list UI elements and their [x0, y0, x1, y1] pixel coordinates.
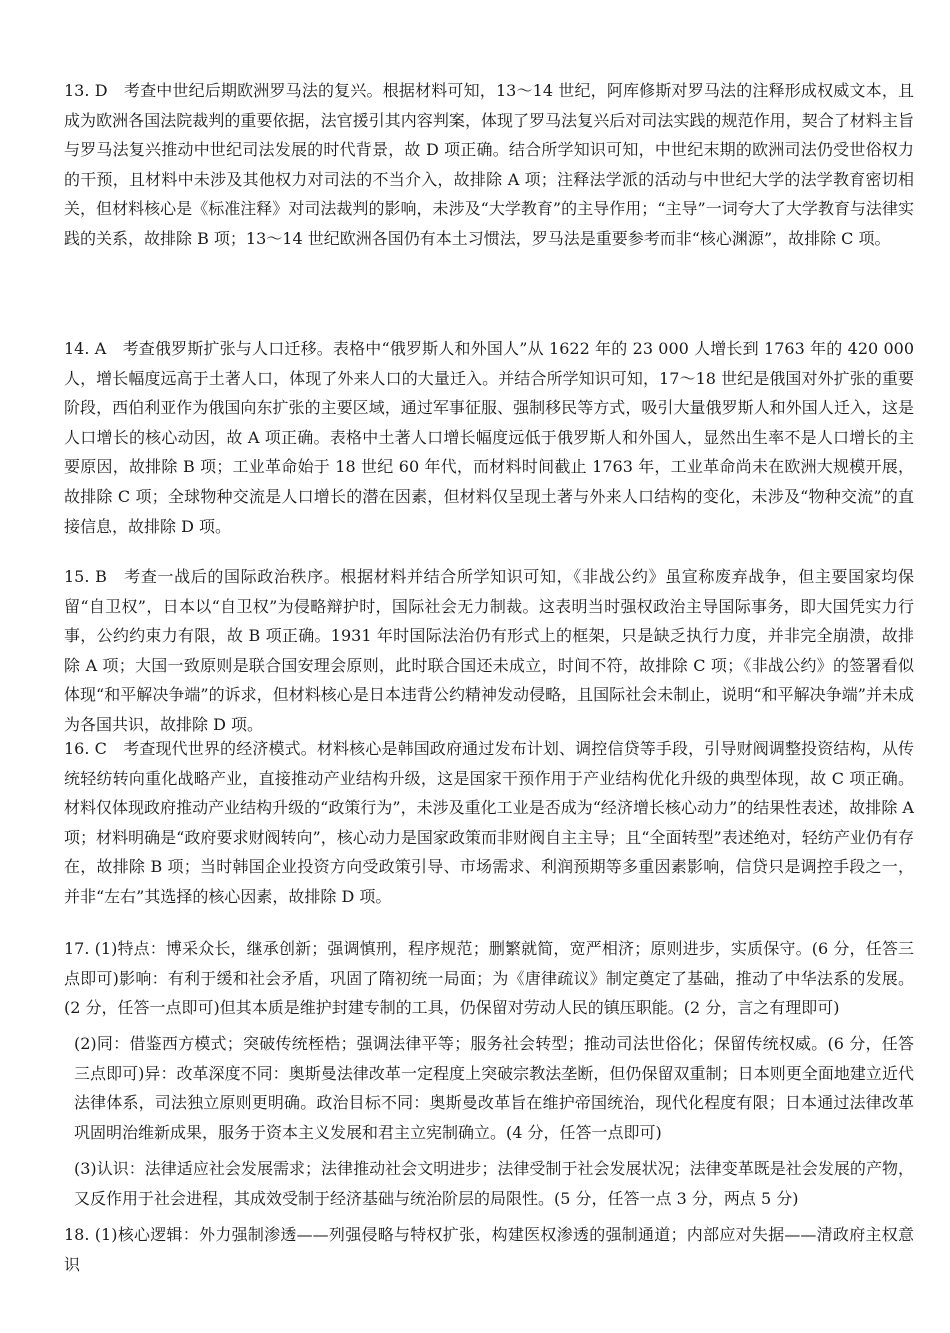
answer-13-text: 13. D 考查中世纪后期欧洲罗马法的复兴。根据材料可知，13～14 世纪，阿库修斯对罗马法的注释形成权威文本，且成为欧洲各国法院裁判的重要依据，法官援引其内容判案，体现了罗马法复兴后对司法实践的规范作用，契合了材料主旨与罗马法复兴推动中世纪司法发展的时代背景，故 D 项正确。结合所学知识可知，中世纪末期的欧洲司法仍受世俗权力的干预，且材料中未涉及其他权力对司法的不当介入，故排除 A 项；注释法学派的活动与中世纪大学的法学教育密切相关，但材料核心是《标准注释》对司法裁判的影响，未涉及“大学教育”的主导作用；“主导”一词夸大了大学教育与法律实践的关系，故排除 B 项；13～14 世纪欧洲各国仍有本土习惯法，罗马法是重要参考而非“核心渊源”，故排除 C 项。	[64, 81, 914, 248]
answer-18-part-1	[64, 1220, 914, 1274]
answer-16-text: 16. C 考查现代世界的经济模式。材料核心是韩国政府通过发布计划、调控信贷等手段，引导财阀调整投资结构，从传统轻纺转向重化战略产业，直接推动产业结构升级，这是国家干预作用于产业结构优化升级的典型体现，故 C 项正确。材料仅体现政府推动产业结构升级的“政策行为”，未涉及重化工业是否成为“经济增长核心动力”的结果性表述，故排除 A 项；材料明确是“政府要求财阀转向”，核心动力是国家政策而非财阀自主主导；且“全面转型”表述绝对，轻纺产业仍有存在，故排除 B 项；当时韩国企业投资方向受政策引导、市场需求、利润预期等多重因素影响，信贷只是调控手段之一，并非“左右”其选择的核心因素，故排除 D 项。	[64, 739, 914, 906]
answer-14-text: 14. A 考查俄罗斯扩张与人口迁移。表格中“俄罗斯人和外国人”从 1622 年的 23 000 人增长到 1763 年的 420 000 人，增长幅度远高于土著人口，体现了外来人口的大量迁入。并结合所学知识可知，17～18 世纪是俄国对外扩张的重要阶段，西伯利亚作为俄国向东扩张的主要区域，通过军事征服、强制移民等方式，吸引大量俄罗斯人和外国人迁入，这是人口增长的核心动因，故 A 项正确。表格中土著人口增长幅度远低于俄罗斯人和外国人，显然出生率不是人口增长的主要原因，故排除 B 项；工业革命始于 18 世纪 60 年代，而材料时间截止 1763 年，工业革命尚未在欧洲大规模开展，故排除 C 项；全球物种交流是人口增长的潜在因素，但材料仅呈现土著与外来人口结构的变化，未涉及“物种交流”的直接信息，故排除 D 项。	[64, 339, 914, 536]
answer-15-text: 15. B 考查一战后的国际政治秩序。根据材料并结合所学知识可知，《非战公约》虽宣称废弃战争，但主要国家均保留“自卫权”，日本以“自卫权”为侵略辩护时，国际社会无力制裁。这表明当时强权政治主导国际事务，即大国凭实力行事，公约约束力有限，故 B 项正确。1931 年时国际法治仍有形式上的框架，只是缺乏执行力度，并非完全崩溃，故排除 A 项；大国一致原则是联合国安理会原则，此时联合国还未成立，时间不符，故排除 C 项；《非战公约》的签署看似体现“和平解决争端”的诉求，但材料核心是日本违背公约精神发动侵略，且国际社会未制止，说明“和平解决争端”并未成为各国共识，故排除 D 项。	[64, 567, 914, 734]
answer-18-part-1-text: 18. (1)核心逻辑：外力强制渗透——列强侵略与特权扩张，构建医权渗透的强制通道；内部应对失据——清政府主权意识	[64, 1225, 914, 1274]
answer-17-part-3-text: (3)认识：法律适应社会发展需求；法律推动社会文明进步；法律受制于社会发展状况；法律变革既是社会发展的产物，又反作用于社会进程，其成效受制于经济基础与统治阶层的局限性。(5 分，任答一点 3 分，两点 5 分)	[74, 1159, 914, 1208]
answer-17-part-2-text: (2)同：借鉴西方模式；突破传统桎梏；强调法律平等；服务社会转型；推动司法世俗化；保留传统权威。(6 分，任答三点即可)异：改革深度不同：奥斯曼法律改革一定程度上突破宗教法垄断，但仍保留双重制；日本则更全面地建立近代法律体系，司法独立原则更明确。政治目标不同：奥斯曼改革旨在维护帝国统治，现代化程度有限；日本通过法律改革巩固明治维新成果，服务于资本主义发展和君主立宪制确立。(4 分，任答一点即可)	[74, 1034, 914, 1142]
answer-17-part-1	[64, 934, 914, 1023]
answer-16	[64, 734, 914, 912]
answer-15	[64, 562, 914, 740]
answer-17-part-1-text: 17. (1)特点：博采众长，继承创新；强调慎刑，程序规范；删繁就简，宽严相济；原则进步，实质保守。(6 分，任答三点即可)影响：有利于缓和社会矛盾，巩固了隋初统一局面；为《唐律疏议》制定奠定了基础，推动了中华法系的发展。(2 分，任答一点即可)但其本质是维护封建专制的工具，仍保留对劳动人民的镇压职能。(2 分，言之有理即可)	[64, 939, 914, 1018]
answer-13	[64, 76, 914, 254]
answer-14	[64, 334, 914, 541]
answer-17-part-2	[74, 1029, 914, 1147]
answer-17-part-3	[74, 1154, 914, 1213]
